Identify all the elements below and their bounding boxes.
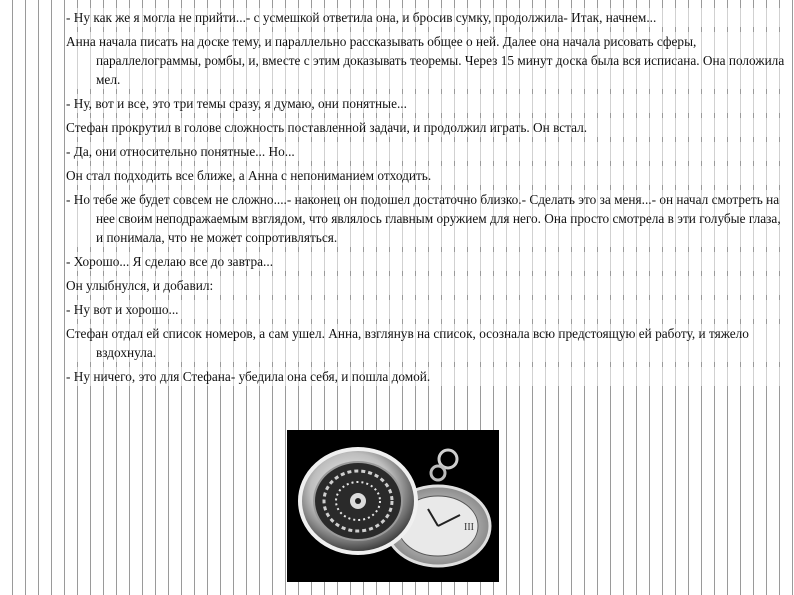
paragraph: - Да, они относительно понятные... Но... — [66, 142, 786, 161]
svg-text:III: III — [464, 522, 474, 533]
paragraph: - Но тебе же будет совсем не сложно....- наконец он подошел достаточно близко.- Сделать это за меня...- он начал смотреть на нее своим неподражаемым взглядом, что являлось главным оружием для него. Она просто смотрела в эти голубые глаза, и понимала, что не может сопротивляться. — [66, 190, 786, 247]
paragraph: - Ну вот и хорошо... — [66, 300, 786, 319]
paragraph: Стефан прокрутил в голове сложность поставленной задачи, и продолжил играть. Он встал. — [66, 118, 786, 137]
paragraph: Он улыбнулся, и добавил: — [66, 276, 786, 295]
paragraph: - Ну ничего, это для Стефана- убедила она себя, и пошла домой. — [66, 367, 786, 386]
paragraph: Стефан отдал ей список номеров, а сам ушел. Анна, взглянув на список, осознала всю предстоящую ей работу, и тяжело вздохнула. — [66, 324, 786, 362]
pocket-watch-icon — [288, 431, 498, 581]
pocket-watch-photo — [287, 430, 499, 582]
paragraph: Он стал подходить все ближе, а Анна с непониманием отходить. — [66, 166, 786, 185]
paragraph: Анна начала писать на доске тему, и параллельно рассказывать общее о ней. Далее она начала рисовать сферы, параллелограммы, ромбы, и, вместе с этим доказывать теоремы. Через 15 минут доска была вся исписана. Она положила мел. — [66, 34, 785, 87]
story-text — [66, 8, 786, 391]
paragraph: - Хорошо... Я сделаю все до завтра... — [66, 252, 786, 271]
paragraph: - Ну, вот и все, это три темы сразу, я думаю, они понятные... — [66, 94, 786, 113]
paragraph: - Ну как же я могла не прийти...- с усмешкой ответила она, и бросив сумку, продолжила- Итак, начнем... — [66, 8, 786, 27]
